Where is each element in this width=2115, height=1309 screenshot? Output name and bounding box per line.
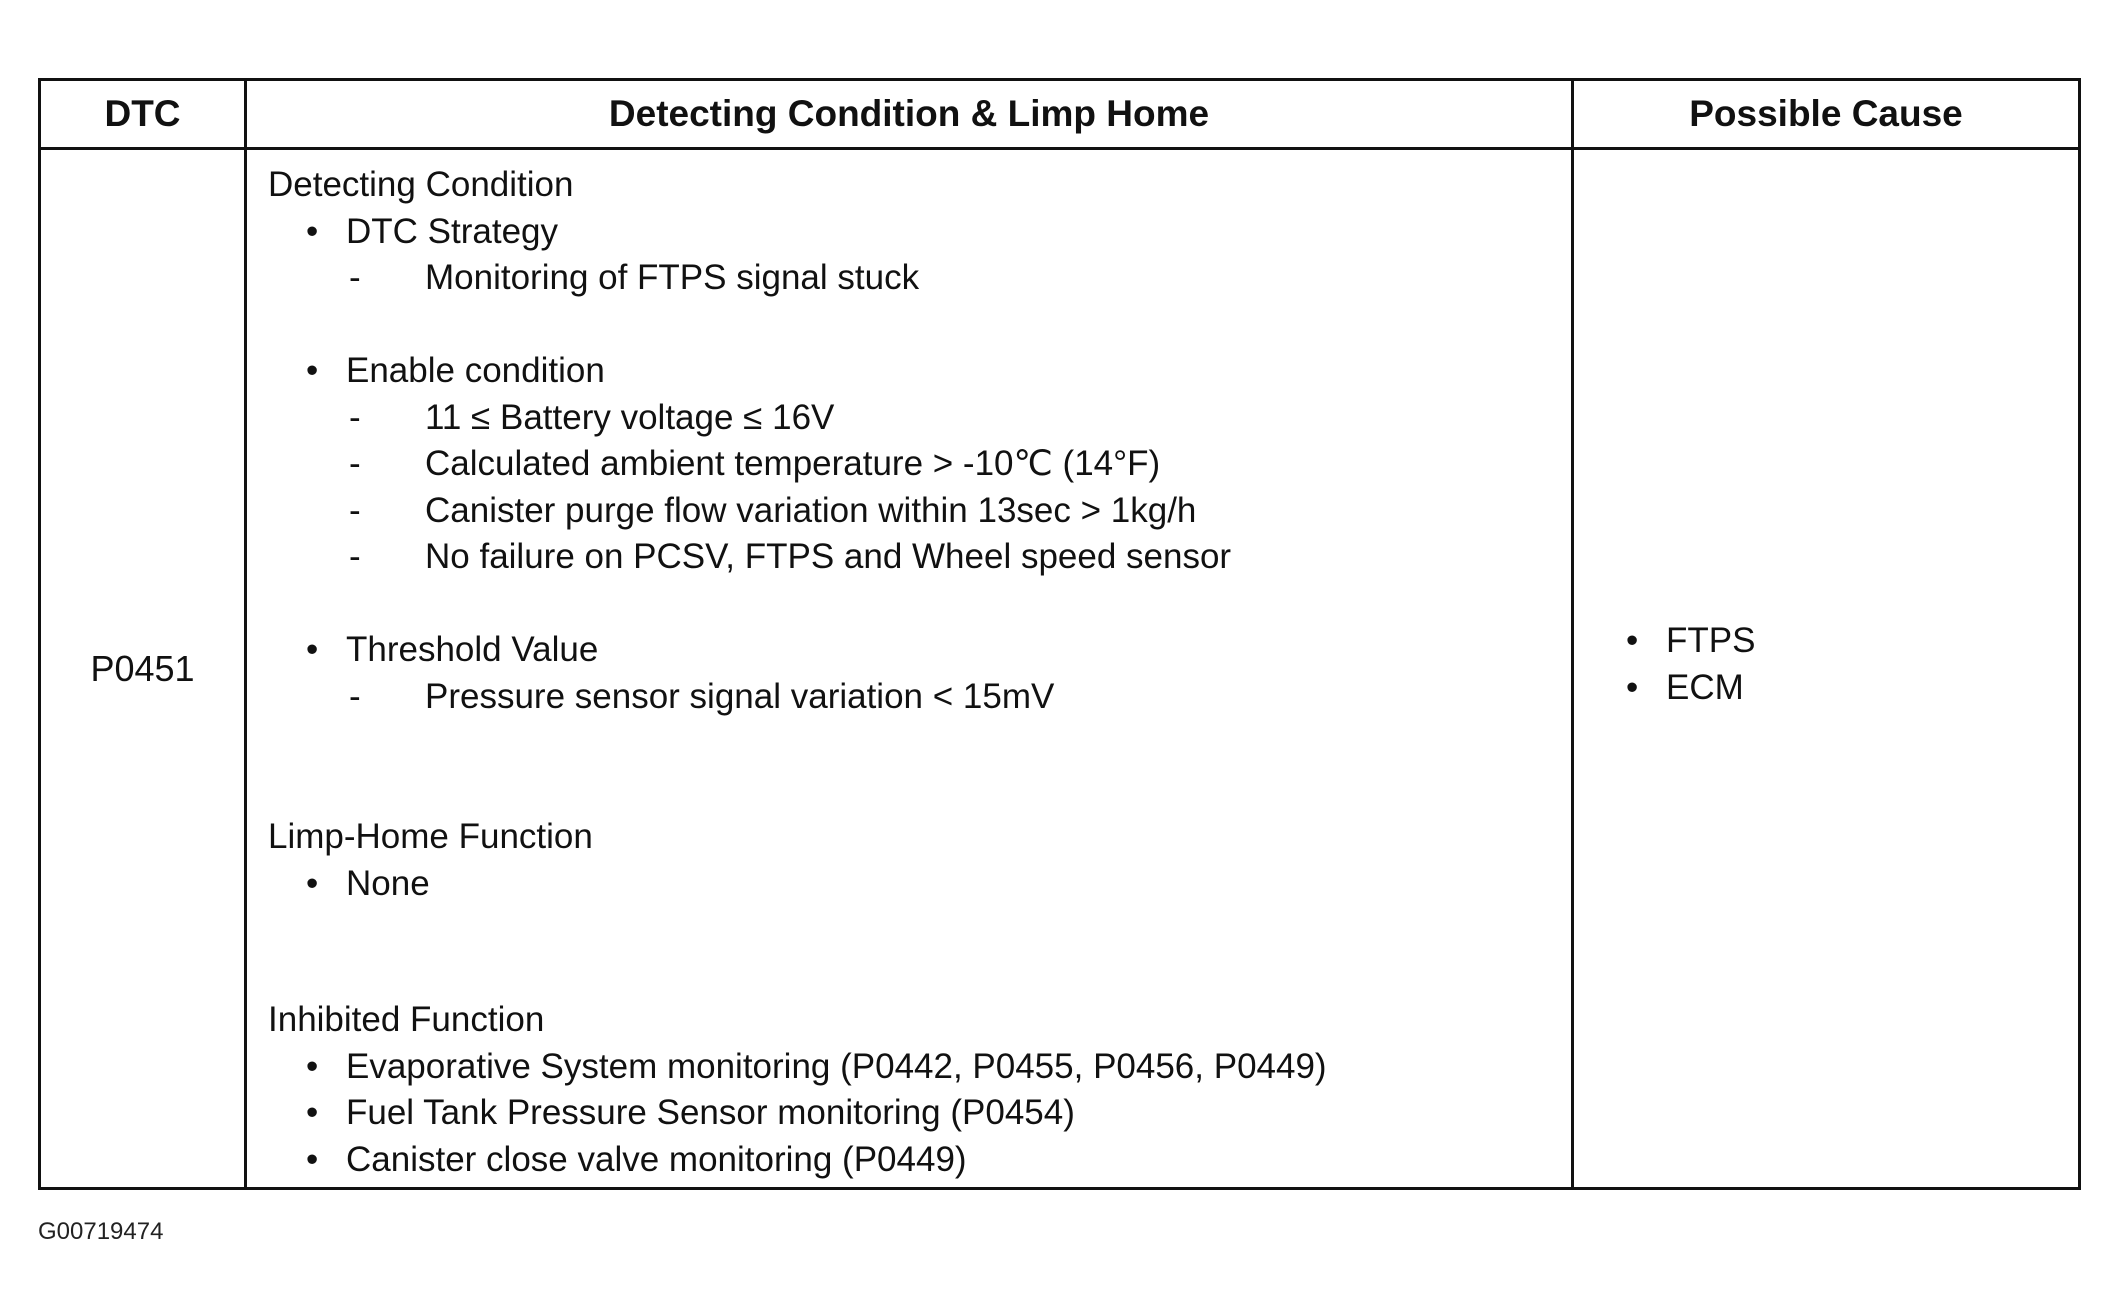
inhibited-function-title: Inhibited Function (268, 1000, 545, 1039)
enable-condition-item: - No failure on PCSV, FTPS and Wheel speed sensor (268, 534, 1571, 581)
detecting-condition-title: Detecting Condition (268, 165, 574, 204)
table-row (40, 149, 2080, 1189)
figure-id: G00719474 (38, 1218, 164, 1245)
threshold-value-label: • Threshold Value (268, 627, 1571, 674)
inhibited-function-item: • Fuel Tank Pressure Sensor monitoring (P0454) (268, 1090, 1571, 1137)
enable-condition-label: • Enable condition (268, 348, 1571, 395)
dtc-strategy-item: - Monitoring of FTPS signal stuck (268, 255, 1571, 302)
dtc-table (38, 78, 2081, 1190)
header-row (40, 80, 2080, 149)
inhibited-function-item: • Canister close valve monitoring (P0449) (268, 1137, 1571, 1184)
dtc-code-cell (40, 149, 246, 1189)
limp-home-item: • None (268, 861, 1571, 908)
enable-condition-item: - Calculated ambient temperature > -10℃ (14°F) (268, 441, 1571, 488)
enable-condition-item: - Canister purge flow variation within 13sec > 1kg/h (268, 488, 1571, 535)
enable-condition-item: - 11 ≤ Battery voltage ≤ 16V (268, 395, 1571, 442)
possible-cause-item: • FTPS (1626, 618, 2078, 665)
possible-cause-item: • ECM (1626, 665, 2078, 712)
dtc-code: P0451 (90, 647, 195, 689)
header-condition: Detecting Condition & Limp Home (246, 80, 1573, 149)
header-possible-cause: Possible Cause (1573, 80, 2080, 149)
threshold-value-item: - Pressure sensor signal variation < 15mV (268, 674, 1571, 721)
dtc-strategy-label: • DTC Strategy (268, 209, 1571, 256)
inhibited-function-item: • Evaporative System monitoring (P0442, P0455, P0456, P0449) (268, 1044, 1571, 1091)
possible-cause-cell (1573, 149, 2080, 1189)
header-dtc: DTC (40, 80, 246, 149)
limp-home-title: Limp-Home Function (268, 817, 593, 856)
condition-cell (246, 149, 1573, 1189)
